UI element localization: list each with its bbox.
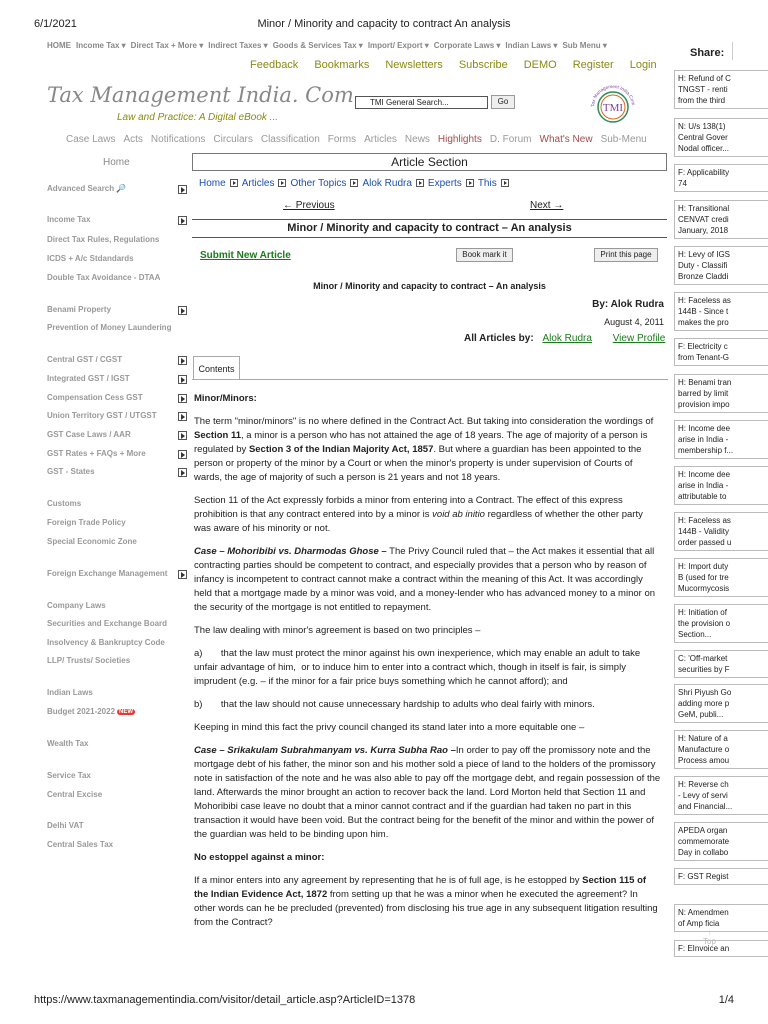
- back-to-top-button[interactable]: [703, 928, 716, 946]
- news-line: H: Faceless as: [678, 296, 731, 305]
- sidebar-item-label: ICDS + A/c Stdandards: [47, 254, 134, 263]
- sidebar-item-label: Foreign Exchange Management: [47, 569, 168, 578]
- sidebar-item[interactable]: [47, 821, 84, 830]
- breadcrumb-link[interactable]: Alok Rudra: [362, 178, 412, 189]
- sidebar-item[interactable]: [47, 323, 171, 332]
- tab-underline: [192, 379, 668, 380]
- news-line: F: GST Regist: [678, 872, 729, 881]
- sidebar-item[interactable]: [47, 739, 89, 748]
- top-label: Top: [703, 937, 716, 946]
- paragraph: a) that the law must protect the minor against his own inexperience, which may enable an adult to take unfair advantage of him, or to induce him to enter into a contract which, though in itself is fair, is simply imprudent (e.g. – if the minor for a fair price buys something which he cannot afford); and: [194, 648, 643, 687]
- sidebar-item-label: Income Tax: [47, 215, 91, 224]
- share-label: Share:: [690, 47, 725, 59]
- sidebar-item[interactable]: [47, 184, 126, 193]
- heading-minors: Minor/Minors:: [194, 393, 257, 404]
- menu-item[interactable]: Notifications: [150, 134, 206, 145]
- print-date: 6/1/2021: [34, 18, 77, 30]
- breadcrumb-arrow-icon[interactable]: [278, 179, 286, 187]
- sidebar-item-label: Advanced Search 🔎: [47, 184, 127, 193]
- breadcrumb-link[interactable]: Other Topics: [290, 178, 347, 189]
- news-line: Bronze Claddi: [678, 272, 729, 281]
- sidebar-item[interactable]: [47, 656, 130, 665]
- bookmark-button[interactable]: Book mark it: [456, 248, 513, 262]
- news-line: Process amou: [678, 756, 730, 765]
- news-line: - Levy of servi: [678, 791, 728, 800]
- top-nav-item[interactable]: Indirect Taxes ▾: [208, 41, 268, 50]
- news-line: N: Amendmen: [678, 908, 729, 917]
- news-line: 74: [678, 179, 687, 188]
- article-byline: By: Alok Rudra: [592, 299, 664, 310]
- news-item[interactable]: [674, 730, 768, 769]
- menu-item[interactable]: Articles: [364, 134, 397, 145]
- sidebar-item[interactable]: [47, 430, 131, 439]
- article-date: August 4, 2011: [604, 317, 664, 327]
- sidebar-item-label: Central GST / CGST: [47, 355, 123, 364]
- expand-arrow-icon[interactable]: [178, 431, 187, 440]
- breadcrumb-link[interactable]: Experts: [427, 178, 462, 189]
- print-page-number: 1/4: [718, 994, 734, 1006]
- heading-no-estoppel: No estoppel against a minor:: [194, 852, 325, 863]
- news-line: of Amp ficia: [678, 919, 720, 928]
- news-item[interactable]: [674, 558, 768, 597]
- print-page-button[interactable]: Print this page: [594, 248, 658, 262]
- tmi-logo-icon[interactable]: [588, 82, 638, 132]
- news-line: Mucormycosis: [678, 584, 730, 593]
- sidebar-item[interactable]: [47, 449, 146, 458]
- news-item[interactable]: [674, 374, 768, 413]
- all-articles-row: [464, 333, 665, 344]
- news-line: arise in India -: [678, 481, 729, 490]
- top-nav-item[interactable]: Import/ Export ▾: [367, 41, 429, 50]
- sidebar-item-label: Double Tax Avoidance - DTAA: [47, 273, 161, 282]
- news-line: GeM, publi...: [678, 710, 724, 719]
- new-badge: NEW: [119, 708, 134, 715]
- sidebar-home-link[interactable]: Home: [103, 157, 130, 168]
- news-line: CENVAT credi: [678, 215, 729, 224]
- news-line: Shri Piyush Go: [678, 688, 732, 697]
- sidebar-item[interactable]: [47, 235, 159, 244]
- news-item[interactable]: [674, 822, 768, 861]
- news-item[interactable]: [674, 70, 768, 109]
- sidebar-item-label: Compensation Cess GST: [47, 393, 143, 402]
- news-item[interactable]: [674, 684, 768, 723]
- menu-item[interactable]: Acts: [123, 134, 143, 145]
- news-line: B (used for tre: [678, 573, 729, 582]
- site-tagline: Law and Practice: A Digital eBook ...: [117, 112, 279, 123]
- sidebar-item-label: Budget 2021-2022: [47, 707, 116, 716]
- sidebar-item-label: GST Rates + FAQs + More: [47, 449, 146, 458]
- top-nav-item[interactable]: Corporate Laws ▾: [433, 41, 501, 50]
- news-item[interactable]: [674, 940, 768, 957]
- top-nav-item[interactable]: Income Tax ▾: [76, 41, 126, 50]
- news-item[interactable]: [674, 200, 768, 239]
- news-item[interactable]: [674, 604, 768, 643]
- sidebar-item-label: Integrated GST / IGST: [47, 374, 130, 383]
- article-subtitle: Minor / Minority and capacity to contract – An analysis: [313, 281, 546, 291]
- sidebar-item[interactable]: [47, 790, 102, 799]
- news-line: H: Transitional: [678, 204, 730, 213]
- menu-item[interactable]: What's New: [539, 134, 593, 145]
- news-line: commemorate: [678, 837, 730, 846]
- news-line: makes the pro: [678, 318, 729, 327]
- news-line: provision impo: [678, 400, 730, 409]
- expand-arrow-icon[interactable]: [178, 306, 187, 315]
- top-navigation: [47, 41, 612, 50]
- sidebar-item[interactable]: [47, 569, 167, 578]
- next-article-link[interactable]: Next →: [530, 200, 564, 211]
- all-articles-label: All Articles by:: [464, 333, 534, 344]
- news-line: 144B - Since t: [678, 307, 729, 316]
- paragraph: Section 11 of the Act expressly forbids a minor from entering into a Contract. The effect of this express prohibition is that any contract entered into by a minor is void ab initio regardless of whether the other party was aware of his minority or not.: [194, 495, 643, 534]
- paragraph: If a minor enters into any agreement by representing that he is of full age, is he estopped by Section 115 of the Indian Evidence Act, 1872 from setting up that he was a minor when he executed the agreement? In other words can he be precluded (prevented) from disclosing his true age in any subsequent litigation resulting from the Contract?: [194, 875, 658, 928]
- sidebar-item-label: Securities and Exchange Board: [47, 619, 168, 628]
- news-line: order passed u: [678, 538, 732, 547]
- menu-item[interactable]: News: [404, 134, 430, 145]
- header-link-feedback[interactable]: Feedback: [250, 59, 299, 71]
- top-nav-item[interactable]: Direct Tax + More ▾: [130, 41, 204, 50]
- menu-item[interactable]: Highlights: [437, 134, 482, 145]
- sidebar-item-label: LLP/ Trusts/ Societies: [47, 656, 131, 665]
- logo-ring-text: Tax Management India.Com: [589, 83, 636, 108]
- paragraph: b) that the law should not cause unnecessary hardship to adults who deal fairly with minors.: [194, 699, 595, 710]
- sidebar-item[interactable]: [47, 305, 111, 314]
- news-line: H: Faceless as: [678, 516, 731, 525]
- menu-item[interactable]: Classification: [260, 134, 320, 145]
- header-link-demo[interactable]: DEMO: [523, 59, 557, 71]
- top-nav-item[interactable]: Indian Laws ▾: [505, 41, 558, 50]
- news-item[interactable]: [674, 650, 768, 678]
- sidebar-item-label: Direct Tax Rules, Regulations: [47, 235, 160, 244]
- news-line: H: Income dee: [678, 424, 731, 433]
- header-link-subscribe[interactable]: Subscribe: [458, 59, 508, 71]
- header-link-newsletters[interactable]: Newsletters: [385, 59, 443, 71]
- news-line: N: U/s 138(1): [678, 122, 726, 131]
- print-title: Minor / Minority and capacity to contract An analysis: [257, 18, 511, 30]
- header-link-register[interactable]: Register: [572, 59, 614, 71]
- news-line: Section...: [678, 630, 712, 639]
- breadcrumb-arrow-icon[interactable]: [350, 179, 358, 187]
- news-item[interactable]: [674, 904, 768, 932]
- sidebar-item-label: Service Tax: [47, 771, 91, 780]
- top-nav-item[interactable]: Sub Menu ▾: [562, 41, 607, 50]
- news-line: F: EInvoice an: [678, 944, 730, 953]
- news-line: the provision o: [678, 619, 731, 628]
- sidebar-item-label: Central Excise: [47, 790, 103, 799]
- breadcrumb-arrow-icon[interactable]: [466, 179, 474, 187]
- article-body: [194, 392, 662, 939]
- paragraph: Case – Mohoribibi vs. Dharmodas Ghose – The Privy Council ruled that – the Act makes it essential that all contracting parties should be competent to contract, and especially provides that a person who by reason of infancy is incompetent to contract cannot make a contract within the meaning of this Act. It was accordingly held that a mortgage made by a minor was void, and a money-lender who has advanced money to a minor on the security of the mortgage is not entitled to repayment.: [194, 546, 656, 613]
- news-line: attributable to: [678, 492, 727, 501]
- sidebar-item-label: Foreign Trade Policy: [47, 518, 126, 527]
- sidebar-item[interactable]: [47, 467, 95, 476]
- menu-item[interactable]: Forms: [327, 134, 357, 145]
- sidebar-item-label: GST - States: [47, 467, 95, 476]
- news-item[interactable]: [674, 338, 768, 366]
- news-item[interactable]: [674, 118, 768, 157]
- sidebar-item[interactable]: [47, 771, 91, 780]
- sidebar-item-label: Union Territory GST / UTGST: [47, 411, 157, 420]
- sidebar-item[interactable]: [47, 393, 143, 402]
- news-item[interactable]: [674, 776, 768, 815]
- top-nav-item[interactable]: HOME: [47, 41, 71, 50]
- sidebar-item[interactable]: [47, 355, 122, 364]
- expand-arrow-icon[interactable]: [178, 450, 187, 459]
- news-line: H: Import duty: [678, 562, 729, 571]
- sidebar-item-label: Delhi VAT: [47, 821, 84, 830]
- news-item[interactable]: [674, 420, 768, 459]
- news-line: January, 2018: [678, 226, 729, 235]
- news-item[interactable]: [674, 512, 768, 551]
- news-line: H: Reverse ch: [678, 780, 729, 789]
- view-profile-link[interactable]: View Profile: [612, 333, 666, 344]
- expand-arrow-icon[interactable]: [178, 356, 187, 365]
- news-line: from Tenant-G: [678, 353, 729, 362]
- sidebar-item[interactable]: [47, 638, 165, 647]
- news-line: H: Refund of C: [678, 74, 731, 83]
- sidebar-item[interactable]: [47, 374, 130, 383]
- sidebar-item-label: Benami Property: [47, 305, 112, 314]
- submit-new-article-link[interactable]: Submit New Article: [200, 250, 291, 261]
- header-link-login[interactable]: Login: [629, 59, 657, 71]
- news-line: Duty - Classifi: [678, 261, 728, 270]
- previous-article-link[interactable]: ← Previous: [283, 200, 335, 211]
- sidebar-item[interactable]: [47, 499, 81, 508]
- expand-arrow-icon[interactable]: [178, 375, 187, 384]
- news-line: APEDA organ: [678, 826, 728, 835]
- sidebar-item[interactable]: [47, 840, 113, 849]
- article-title: Minor / Minority and capacity to contract – An analysis: [192, 219, 667, 238]
- news-line: barred by limit: [678, 389, 729, 398]
- news-line: arise in India -: [678, 435, 729, 444]
- top-nav-item[interactable]: Goods & Services Tax ▾: [272, 41, 363, 50]
- news-line: H: Initiation of: [678, 608, 727, 617]
- breadcrumb: [199, 178, 513, 189]
- news-line: Day in collabo: [678, 848, 729, 857]
- expand-arrow-icon[interactable]: [178, 185, 187, 194]
- news-line: TNGST - renti: [678, 85, 728, 94]
- sidebar-item-label: Central Sales Tax: [47, 840, 114, 849]
- news-line: adding more p: [678, 699, 730, 708]
- news-item[interactable]: [674, 292, 768, 331]
- logo-mark-text: TMI: [602, 102, 624, 114]
- sidebar-item[interactable]: [47, 707, 135, 716]
- menu-item[interactable]: Sub-Menu: [600, 134, 647, 145]
- breadcrumb-link[interactable]: Articles: [241, 178, 275, 189]
- print-url: https://www.taxmanagementindia.com/visitor/detail_article.asp?ArticleID=1378: [34, 994, 416, 1006]
- search-input[interactable]: TMI General Search...: [355, 96, 488, 109]
- paragraph: Keeping in mind this fact the privy council changed its stand later into a more equitable one –: [194, 722, 585, 733]
- expand-arrow-icon[interactable]: [178, 412, 187, 421]
- news-item[interactable]: [674, 164, 768, 192]
- expand-arrow-icon[interactable]: [178, 468, 187, 477]
- breadcrumb-arrow-icon[interactable]: [501, 179, 509, 187]
- search-go-button[interactable]: Go: [491, 95, 515, 109]
- news-line: Central Gover: [678, 133, 728, 142]
- news-line: Nodal officer...: [678, 144, 729, 153]
- expand-arrow-icon[interactable]: [178, 570, 187, 579]
- news-line: F: Electricity c: [678, 342, 728, 351]
- breadcrumb-link[interactable]: Home: [199, 178, 226, 189]
- site-logo-title[interactable]: Tax Management India. Com: [47, 83, 354, 107]
- news-item[interactable]: [674, 868, 768, 885]
- sidebar-item[interactable]: [47, 254, 134, 263]
- sidebar-item[interactable]: [47, 601, 106, 610]
- sidebar-item-label: Special Economic Zone: [47, 537, 137, 546]
- account-links: [250, 59, 673, 71]
- news-line: 144B - Validity: [678, 527, 729, 536]
- breadcrumb-arrow-icon[interactable]: [416, 179, 424, 187]
- menu-item[interactable]: Circulars: [213, 134, 253, 145]
- breadcrumb-arrow-icon[interactable]: [230, 179, 238, 187]
- news-line: Manufacture o: [678, 745, 730, 754]
- up-arrow-icon: ↑: [707, 928, 712, 937]
- sidebar-item[interactable]: [47, 688, 93, 697]
- sidebar-item[interactable]: [47, 215, 90, 224]
- news-line: membership f...: [678, 446, 734, 455]
- news-item[interactable]: [674, 466, 768, 505]
- header-link-bookmarks[interactable]: Bookmarks: [314, 59, 370, 71]
- news-line: securities by F: [678, 665, 730, 674]
- expand-arrow-icon[interactable]: [178, 394, 187, 403]
- news-line: C: 'Off-market: [678, 654, 728, 663]
- sidebar-item-label: Prevention of Money Laundering: [47, 323, 172, 332]
- sidebar-item[interactable]: [47, 273, 160, 282]
- news-line: F: Applicability: [678, 168, 730, 177]
- share-divider: [732, 42, 733, 60]
- paragraph: Case – Srikakulam Subrahmanyam vs. Kurra Subha Rao –In order to pay off the promissory note and the mortgage debt of his father, the minor son and his mother sold a piece of land to the holders of the promissory note in satisfaction of the note and he was also able to pay off the mortgage debt, and regain possession of the land. Afterwards the minor brought an action to recover back the land. Lord Morton held that Section 11 and Mohoribibi case leave no doubt that a minor cannot contract and if the guardian had taken no part in this transaction it would have been void. But the contract being for the benefit of the minor and within the power of the guardian was held to be binding upon him.: [194, 745, 661, 840]
- sidebar-item-label: Company Laws: [47, 601, 106, 610]
- sidebar-item[interactable]: [47, 537, 137, 546]
- expand-arrow-icon[interactable]: [178, 216, 187, 225]
- article-section-header: Article Section: [192, 153, 667, 171]
- breadcrumb-link[interactable]: This: [477, 178, 497, 189]
- tab-contents[interactable]: Contents: [193, 356, 240, 380]
- sidebar-item-label: Indian Laws: [47, 688, 93, 697]
- sidebar-item[interactable]: [47, 619, 167, 628]
- news-item[interactable]: [674, 246, 768, 285]
- author-link[interactable]: Alok Rudra: [542, 333, 592, 344]
- news-line: H: Nature of a: [678, 734, 728, 743]
- news-line: H: Income dee: [678, 470, 731, 479]
- paragraph: The law dealing with minor's agreement is based on two principles –: [194, 625, 481, 636]
- sidebar-item-label: Wealth Tax: [47, 739, 89, 748]
- sidebar-item-label: GST Case Laws / AAR: [47, 430, 131, 439]
- sidebar-item-label: Insolvency & Bankruptcy Code: [47, 638, 165, 647]
- menu-item[interactable]: D. Forum: [489, 134, 532, 145]
- menu-item[interactable]: Case Laws: [66, 134, 116, 145]
- news-line: H: Benami tran: [678, 378, 732, 387]
- sidebar-item[interactable]: [47, 411, 157, 420]
- news-line: from the third: [678, 96, 726, 105]
- paragraph: The term "minor/minors" is no where defined in the Contract Act. But taking into consideration the wordings of Section 11, a minor is a person who has not attained the age of 18 years. The age of majority of a person is regulated by Section 3 of the Indian Majority Act, 1857. But where a guardian has been appointed to the person or property of the minor by a Court or when the minor's property is under supervision of Courts of wards, the age of majority of such a person is 21 years and not 18 years.: [194, 416, 654, 483]
- news-line: and Financial...: [678, 802, 733, 811]
- sidebar-item[interactable]: [47, 518, 126, 527]
- content-menu: [66, 134, 655, 145]
- sidebar-item-label: Customs: [47, 499, 82, 508]
- news-line: H: Levy of IGS: [678, 250, 731, 259]
